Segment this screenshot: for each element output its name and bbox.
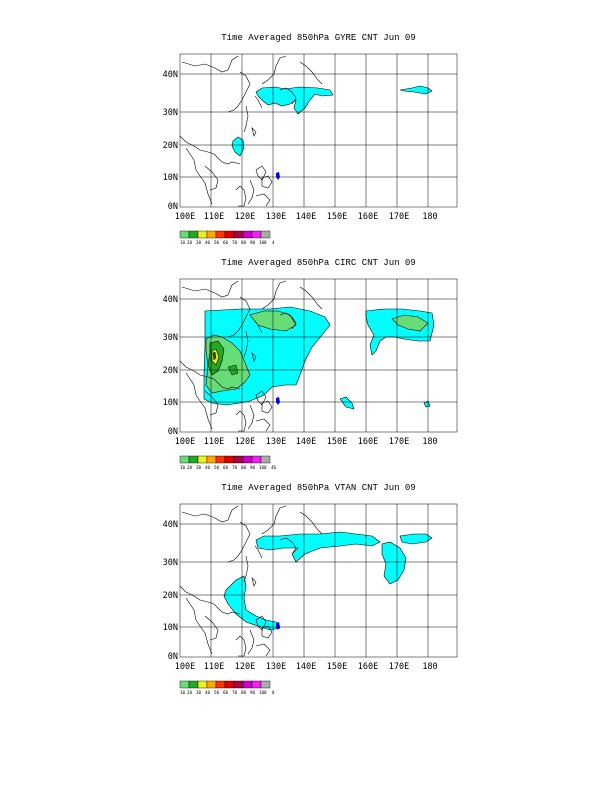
panel-title-vtan: Time Averaged 850hPa VTAN CNT Jun 09 <box>221 483 416 493</box>
x-tick-label: 110E <box>203 662 225 672</box>
colorbar-label: 70 <box>232 465 238 470</box>
map-panel-vtan <box>163 504 457 695</box>
colorbar-label: 30 <box>196 240 202 245</box>
colorbar-label: 8 <box>272 690 275 695</box>
colorbar-label: 50 <box>214 240 220 245</box>
colorbar-label: 50 <box>214 690 220 695</box>
colorbar-label: 100 <box>259 465 267 470</box>
colorbar-label: 80 <box>241 690 247 695</box>
y-tick-label: 20N <box>162 366 178 376</box>
x-tick-label: 150E <box>326 437 348 447</box>
colorbar-label: 80 <box>241 465 247 470</box>
colorbar-label: 50 <box>214 465 220 470</box>
colorbar <box>180 231 275 245</box>
colorbar-label: 70 <box>232 690 238 695</box>
x-tick-label: 150E <box>326 662 348 672</box>
x-tick-label: 170E <box>388 212 410 222</box>
x-tick-label: 170E <box>388 437 410 447</box>
x-tick-label: 160E <box>357 212 379 222</box>
y-tick-label: 0N <box>167 652 178 662</box>
colorbar-label: 4 <box>272 240 275 245</box>
y-tick-label: 10N <box>162 623 178 633</box>
y-tick-label: 30N <box>162 108 178 118</box>
colorbar-label: 10 <box>180 465 186 470</box>
colorbar-label: 70 <box>232 240 238 245</box>
x-tick-label: 120E <box>234 212 256 222</box>
x-tick-label: 160E <box>357 437 379 447</box>
map-panel-gyre <box>163 54 457 245</box>
y-tick-label: 0N <box>167 202 178 212</box>
x-tick-label: 140E <box>295 212 317 222</box>
colorbar-label: 30 <box>196 465 202 470</box>
y-tick-label: 40N <box>162 70 178 80</box>
colorbar-label: 60 <box>223 240 229 245</box>
x-tick-label: 100E <box>174 437 196 447</box>
colorbar-label: 20 <box>187 690 193 695</box>
y-tick-label: 20N <box>162 591 178 601</box>
x-tick-label: 120E <box>234 662 256 672</box>
colorbar-label: 20 <box>187 240 193 245</box>
colorbar-label: 60 <box>223 690 229 695</box>
colorbar-label: 90 <box>250 465 256 470</box>
colorbar-label: 100 <box>259 690 267 695</box>
y-tick-label: 20N <box>162 141 178 151</box>
x-tick-label: 140E <box>295 437 317 447</box>
colorbar <box>180 456 277 470</box>
colorbar <box>180 681 275 695</box>
x-tick-label: 110E <box>203 212 225 222</box>
colorbar-label: 90 <box>250 690 256 695</box>
colorbar-label: 30 <box>196 690 202 695</box>
x-tick-label: 100E <box>174 212 196 222</box>
x-tick-label: 130E <box>265 662 287 672</box>
x-tick-label: 140E <box>295 662 317 672</box>
colorbar-label: 100 <box>259 240 267 245</box>
y-tick-label: 10N <box>162 173 178 183</box>
x-tick-label: 180 <box>422 662 438 672</box>
x-tick-label: 130E <box>265 212 287 222</box>
y-tick-label: 40N <box>162 520 178 530</box>
colorbar-label: 10 <box>180 240 186 245</box>
colorbar-label: 40 <box>205 465 211 470</box>
colorbar-label: 20 <box>187 465 193 470</box>
x-tick-label: 130E <box>265 437 287 447</box>
x-tick-label: 180 <box>422 437 438 447</box>
y-tick-label: 30N <box>162 333 178 343</box>
colorbar-label: 60 <box>223 465 229 470</box>
x-tick-label: 160E <box>357 662 379 672</box>
x-tick-label: 170E <box>388 662 410 672</box>
map-panel-circ <box>163 279 457 470</box>
colorbar-label: 40 <box>205 240 211 245</box>
colorbar-label: 10 <box>180 690 186 695</box>
y-tick-label: 30N <box>162 558 178 568</box>
y-tick-label: 0N <box>167 427 178 437</box>
x-tick-label: 110E <box>203 437 225 447</box>
colorbar-label: 40 <box>205 690 211 695</box>
x-tick-label: 120E <box>234 437 256 447</box>
panel-title-circ: Time Averaged 850hPa CIRC CNT Jun 09 <box>221 258 416 268</box>
y-tick-label: 40N <box>162 295 178 305</box>
colorbar-label: 46 <box>271 465 277 470</box>
panel-title-gyre: Time Averaged 850hPa GYRE CNT Jun 09 <box>221 33 416 43</box>
x-tick-label: 100E <box>174 662 196 672</box>
x-tick-label: 180 <box>422 212 438 222</box>
colorbar-label: 90 <box>250 240 256 245</box>
colorbar-label: 80 <box>241 240 247 245</box>
x-tick-label: 150E <box>326 212 348 222</box>
y-tick-label: 10N <box>162 398 178 408</box>
